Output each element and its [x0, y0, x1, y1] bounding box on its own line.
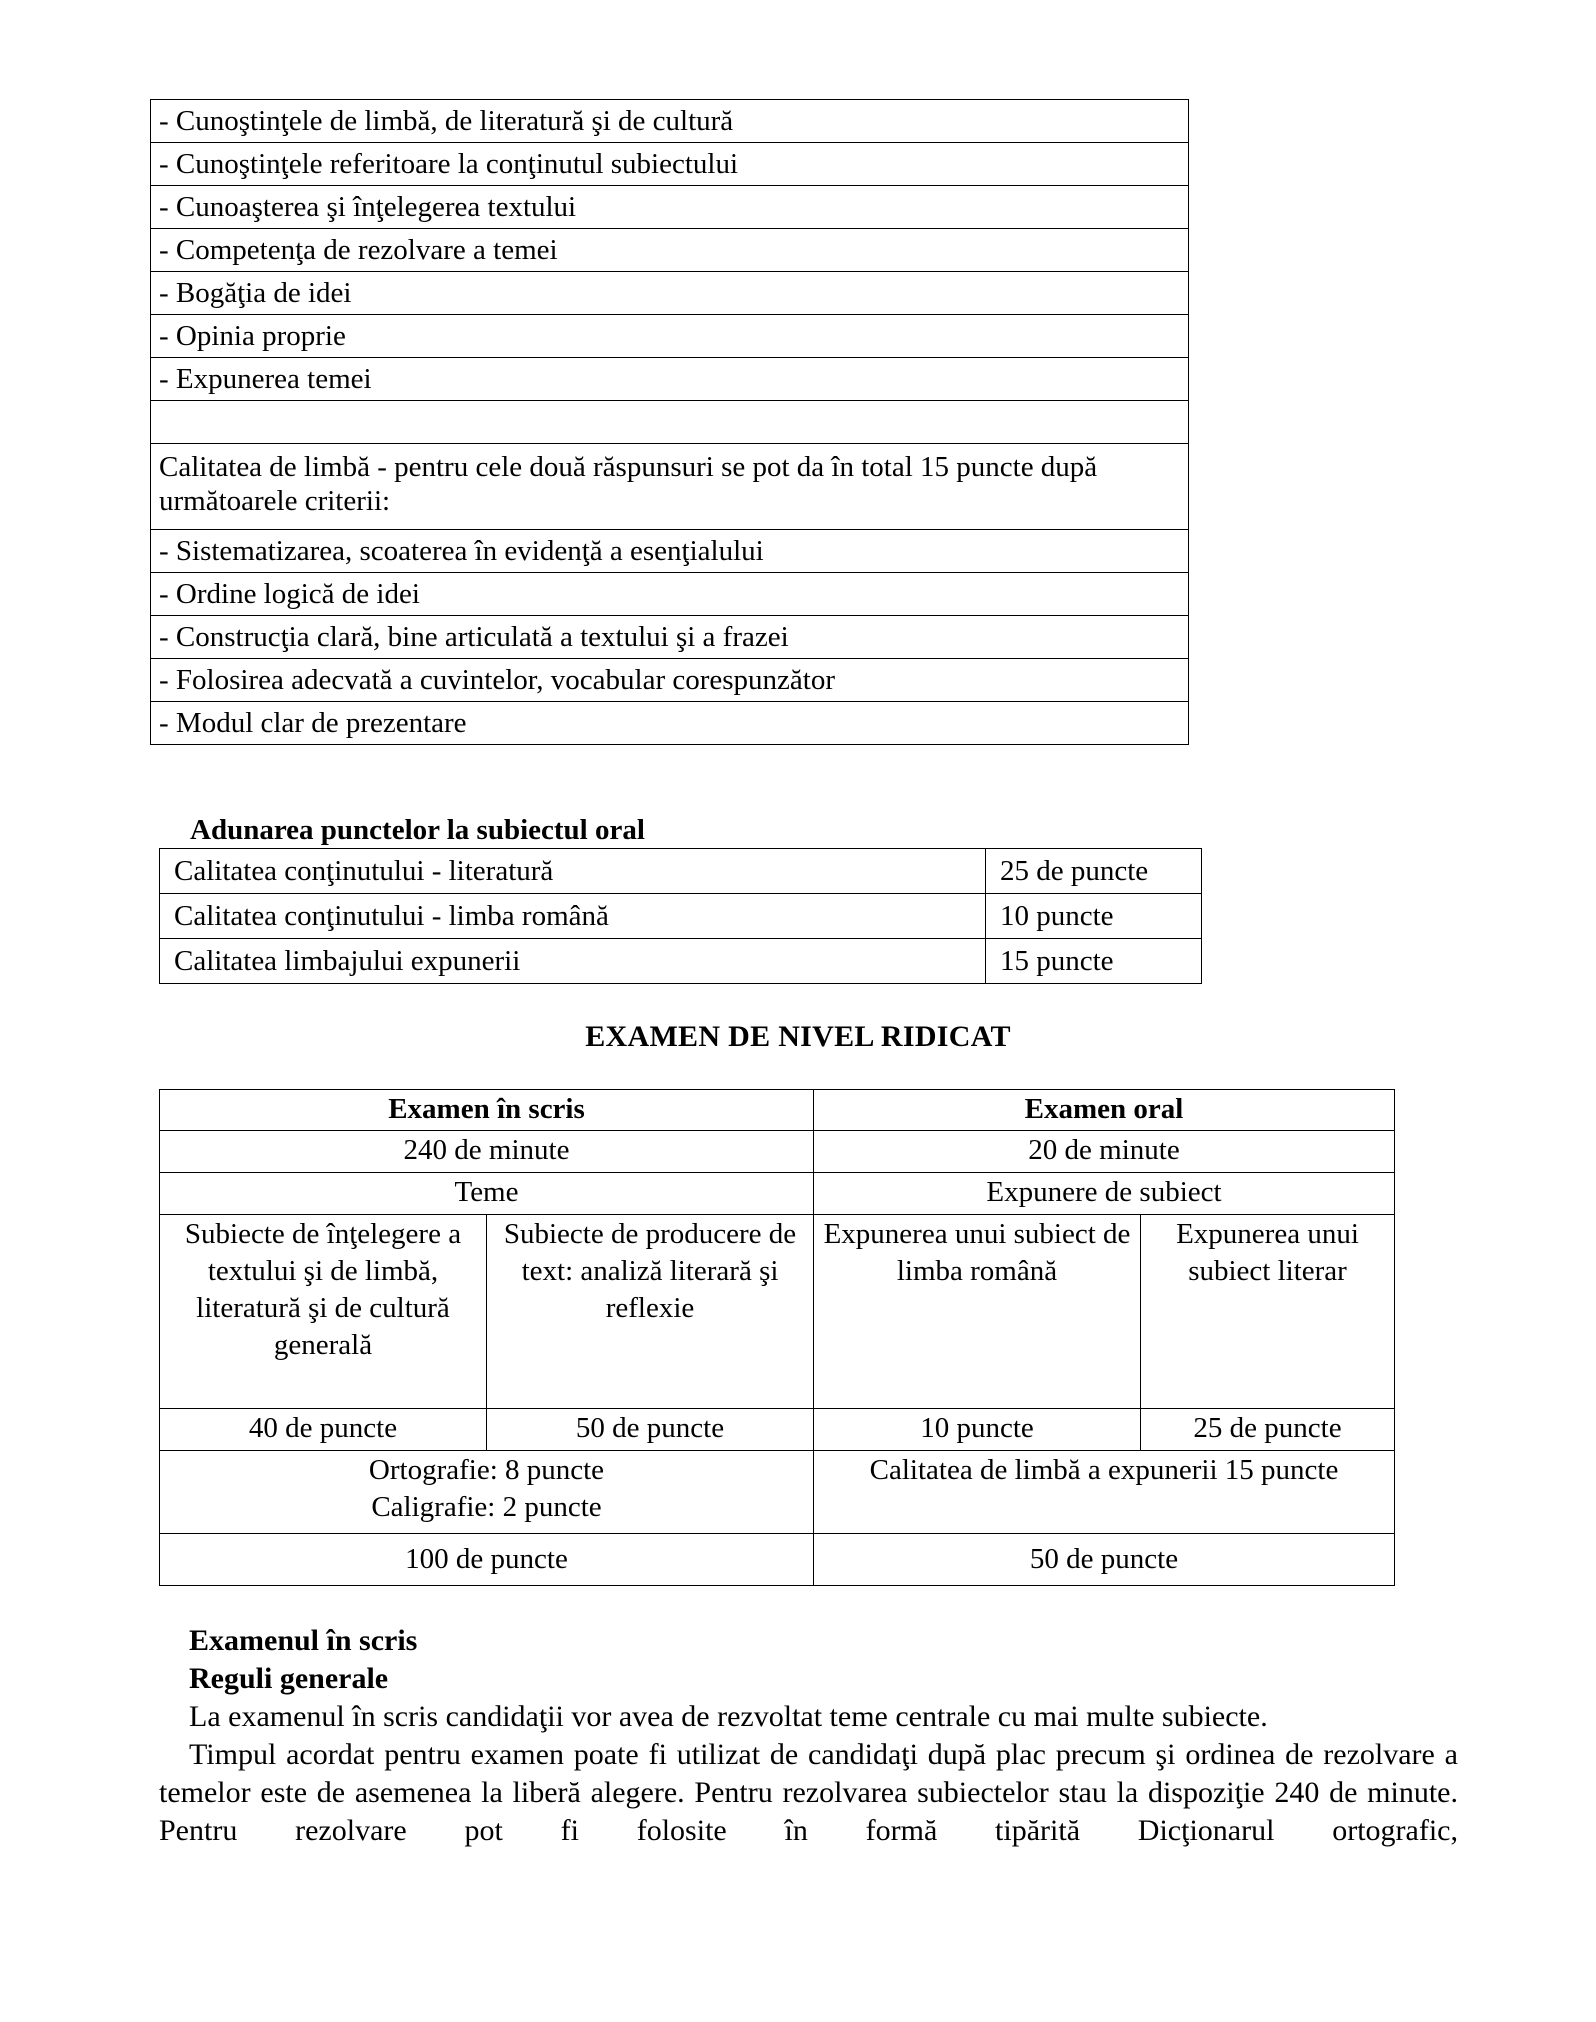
written-exam-type: Teme [160, 1173, 814, 1215]
criteria-cell: - Expunerea temei [151, 358, 1189, 401]
calligraphy-points: Caligrafie: 2 puncte [371, 1491, 602, 1523]
oral-points-table [159, 848, 1202, 984]
table-row [160, 1215, 1395, 1409]
criteria-cell: - Bogăţia de idei [151, 272, 1189, 315]
criteria-cell: - Sistematizarea, scoaterea în evidenţă a esenţialului [151, 530, 1189, 573]
written-exam-time: 240 de minute [160, 1131, 814, 1173]
table-row [160, 1131, 1395, 1173]
table-row [151, 100, 1189, 143]
oral-exam-time: 20 de minute [814, 1131, 1395, 1173]
table-row [160, 1090, 1395, 1131]
subject-text-production: Subiecte de producere de text: analiză literară şi reflexie [487, 1215, 814, 1409]
oral-points-heading: Adunarea punctelor la subiectul oral [190, 814, 645, 846]
criteria-cell: - Cunoştinţele de limbă, de literatură şi de cultură [151, 100, 1189, 143]
criteria-empty-cell [151, 401, 1189, 444]
table-row [151, 401, 1189, 444]
section-heading-written-exam: Examenul în scris [189, 1624, 418, 1657]
oral-criterion-label: Calitatea conţinutului - literatură [160, 849, 986, 894]
written-exam-header: Examen în scris [160, 1090, 814, 1131]
criteria-cell: - Cunoaşterea şi înţelegerea textului [151, 186, 1189, 229]
orthography-calligraphy-cell [160, 1451, 814, 1534]
table-row [151, 616, 1189, 659]
table-row [151, 186, 1189, 229]
body-text [159, 1622, 1458, 1850]
table-row [160, 1451, 1395, 1534]
subject-points: 10 puncte [814, 1409, 1141, 1451]
oral-criterion-points: 15 puncte [986, 939, 1202, 984]
oral-criterion-label: Calitatea limbajului expunerii [160, 939, 986, 984]
oral-exam-header: Examen oral [814, 1090, 1395, 1131]
criteria-cell: - Ordine logică de idei [151, 573, 1189, 616]
subject-points: 40 de puncte [160, 1409, 487, 1451]
table-row [151, 530, 1189, 573]
orthography-points: Ortografie: 8 puncte [368, 1454, 605, 1486]
oral-criterion-label: Calitatea conţinutului - limba română [160, 894, 986, 939]
table-row [160, 894, 1202, 939]
table-row [151, 143, 1189, 186]
subject-points: 50 de puncte [487, 1409, 814, 1451]
subject-literary: Expunerea unui subiect literar [1141, 1215, 1395, 1409]
criteria-cell: - Folosirea adecvată a cuvintelor, vocabular corespunzător [151, 659, 1189, 702]
paragraph: La examenul în scris candidaţii vor avea de rezvoltat teme centrale cu mai multe subiecte. [189, 1700, 1268, 1733]
criteria-cell: - Construcţia clară, bine articulată a textului şi a frazei [151, 616, 1189, 659]
criteria-table [150, 99, 1189, 745]
table-row [151, 444, 1189, 530]
language-quality-cell: Calitatea de limbă - pentru cele două răspunsuri se pot da în total 15 puncte după următoarele criterii: [151, 444, 1189, 530]
oral-exam-type: Expunere de subiect [814, 1173, 1395, 1215]
table-row [160, 1409, 1395, 1451]
criteria-cell: - Cunoştinţele referitoare la conţinutul subiectului [151, 143, 1189, 186]
table-row [160, 849, 1202, 894]
criteria-cell: - Competenţa de rezolvare a temei [151, 229, 1189, 272]
oral-total-points: 50 de puncte [814, 1534, 1395, 1586]
table-row [151, 229, 1189, 272]
subject-points: 25 de puncte [1141, 1409, 1395, 1451]
table-row [160, 1534, 1395, 1586]
table-row [151, 315, 1189, 358]
section-heading-general-rules: Reguli generale [189, 1662, 389, 1695]
exam-structure-table [159, 1089, 1395, 1586]
table-row [160, 1173, 1395, 1215]
table-row [151, 702, 1189, 745]
written-total-points: 100 de puncte [160, 1534, 814, 1586]
table-row [151, 358, 1189, 401]
table-row [151, 573, 1189, 616]
oral-criterion-points: 25 de puncte [986, 849, 1202, 894]
subject-romanian-language: Expunerea unui subiect de limba română [814, 1215, 1141, 1409]
table-row [160, 939, 1202, 984]
oral-language-quality: Calitatea de limbă a expunerii 15 puncte [814, 1451, 1395, 1534]
oral-criterion-points: 10 puncte [986, 894, 1202, 939]
subject-comprehension: Subiecte de înţelegere a textului şi de limbă, literatură şi de cultură generală [160, 1215, 487, 1409]
exam-title: EXAMEN DE NIVEL RIDICAT [585, 1020, 1011, 1053]
table-row [151, 272, 1189, 315]
criteria-cell: - Modul clar de prezentare [151, 702, 1189, 745]
criteria-cell: - Opinia proprie [151, 315, 1189, 358]
table-row [151, 659, 1189, 702]
paragraph: Timpul acordat pentru examen poate fi utilizat de candidaţi după plac precum şi ordinea de rezolvare a temelor este de asemenea la liberă alegere. Pentru rezolvarea subiectelor stau la dispoziţie 240 de minute. Pentru rezolvare pot fi folosite în formă tipărită Dicţionarul ortografic, [159, 1738, 1458, 1847]
